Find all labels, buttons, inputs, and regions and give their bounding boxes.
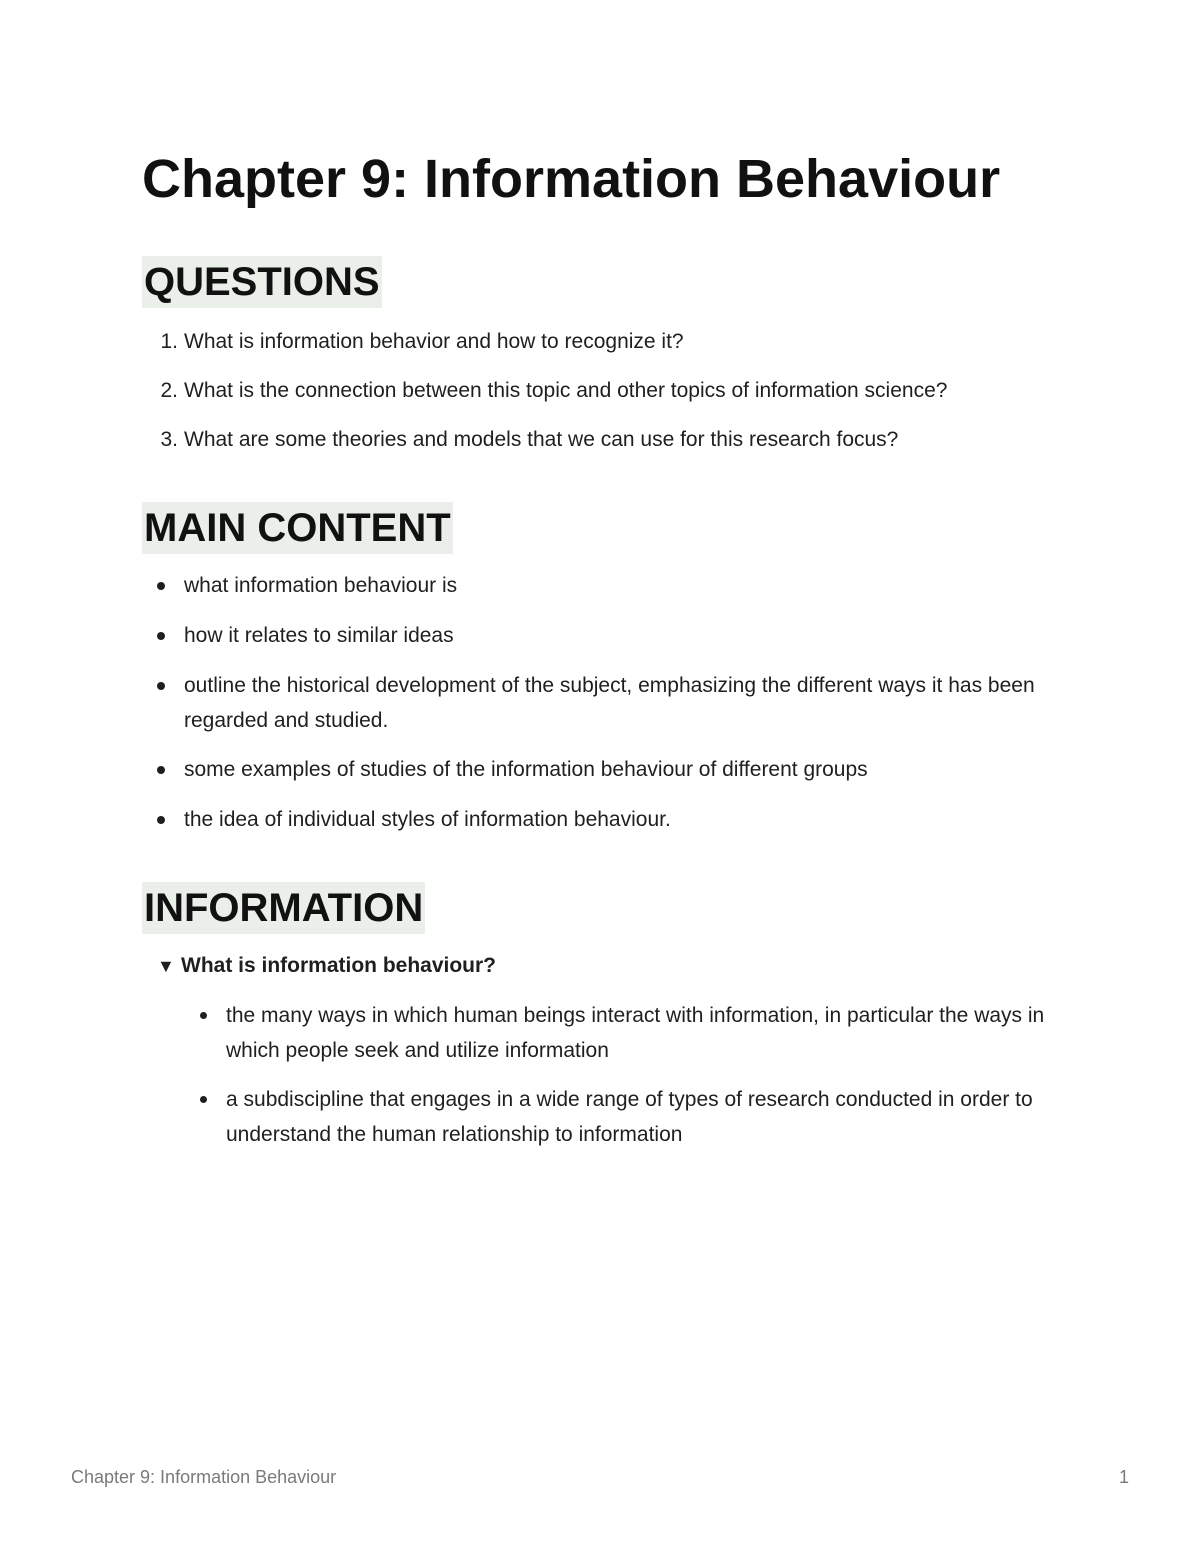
footer-title: Chapter 9: Information Behaviour [71, 1467, 337, 1487]
list-number: 2. [160, 379, 178, 402]
list-number: 1. [160, 330, 178, 353]
list-item-text: some examples of studies of the information behaviour of different groups [184, 758, 868, 781]
list-item [184, 618, 1054, 653]
list-item [160, 324, 1084, 359]
list-item [160, 373, 1084, 408]
list-item-text: What is information behavior and how to recognize it? [184, 330, 684, 353]
section-heading-questions: QUESTIONS [142, 256, 382, 308]
bullet-icon [157, 766, 165, 774]
list-item [160, 422, 1084, 457]
information-sub-list [226, 998, 1076, 1152]
list-item [184, 752, 1054, 787]
list-item [184, 802, 1054, 837]
bullet-icon [200, 1012, 207, 1019]
bullet-icon [200, 1096, 207, 1103]
bullet-icon [157, 816, 165, 824]
list-item [184, 668, 1054, 738]
list-item-text: outline the historical development of the subject, emphasizing the different ways it has been regarded and studied. [184, 674, 1035, 732]
list-item-text: how it relates to similar ideas [184, 624, 454, 647]
list-item-text: the many ways in which human beings interact with information, in particular the ways in which people seek and utilize information [226, 1004, 1045, 1062]
list-item-text: What are some theories and models that we can use for this research focus? [184, 428, 899, 451]
page-number: 1 [1118, 1467, 1129, 1487]
section-heading-main-content: MAIN CONTENT [142, 502, 453, 554]
triangle-down-icon[interactable]: ▼ [157, 956, 175, 976]
bullet-icon [157, 632, 165, 640]
list-item-text: the idea of individual styles of information behaviour. [184, 808, 671, 831]
toggle-what-is-information-behaviour[interactable] [157, 948, 496, 984]
main-content-list [184, 568, 1054, 837]
list-item [226, 1082, 1076, 1152]
list-item-text: What is the connection between this topic and other topics of information science? [184, 379, 948, 402]
list-number: 3. [160, 428, 178, 451]
page-title: Chapter 9: Information Behaviour [142, 149, 1001, 209]
list-item-text: what information behaviour is [184, 574, 458, 597]
toggle-label: What is information behaviour? [181, 954, 497, 977]
bullet-icon [157, 582, 165, 590]
list-item [184, 568, 1054, 603]
section-heading-information: INFORMATION [142, 882, 425, 934]
list-item [226, 998, 1076, 1068]
bullet-icon [157, 682, 165, 690]
questions-list [160, 324, 1084, 457]
list-item-text: a subdiscipline that engages in a wide range of types of research conducted in order to understand the human relationship to information [226, 1088, 1033, 1146]
